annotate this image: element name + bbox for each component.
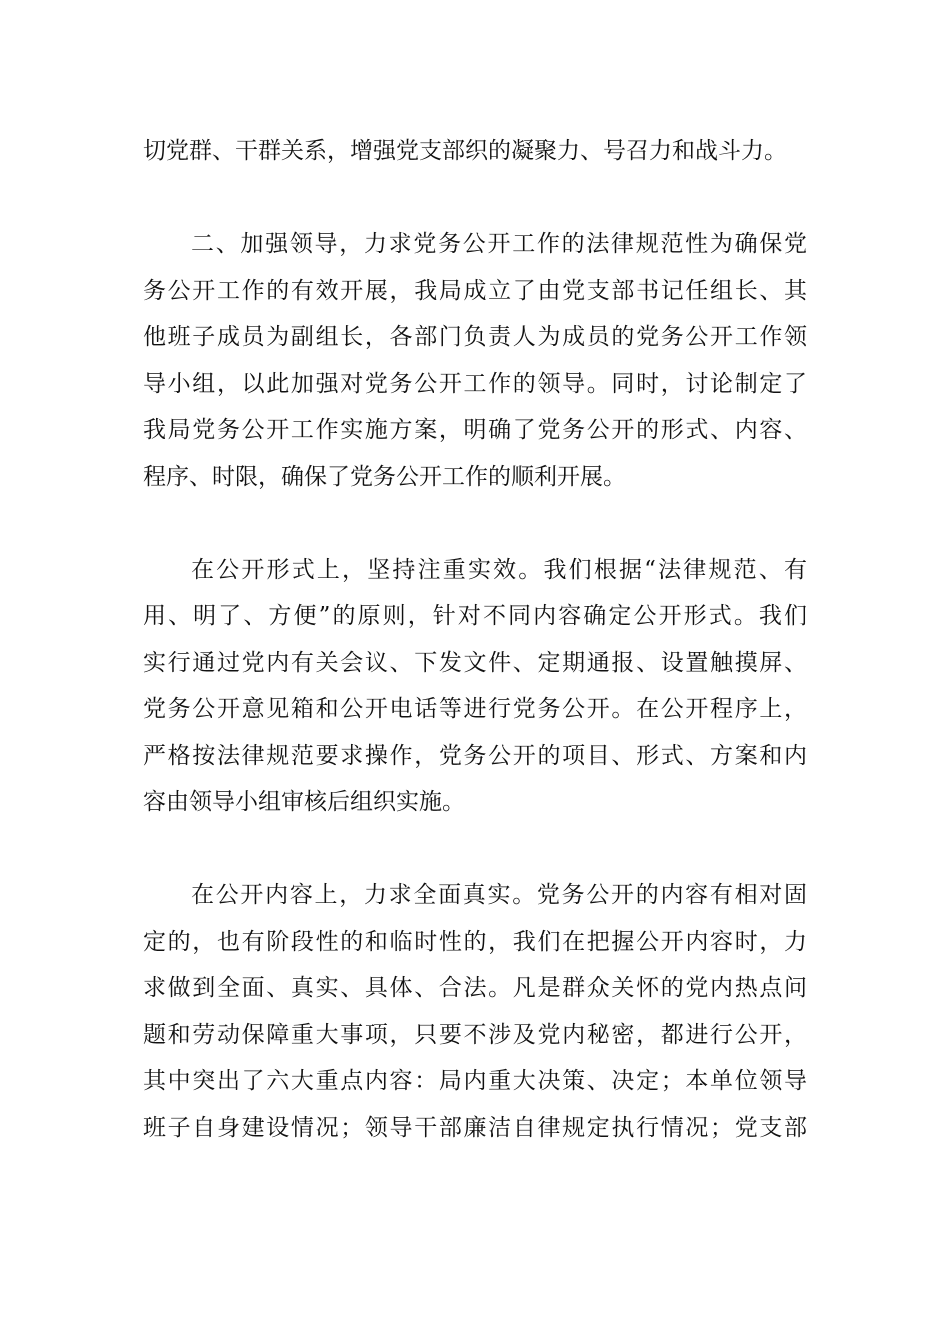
text-line: 求做到全面、真实、具体、合法。凡是群众关怀的党内热点问 — [143, 975, 807, 1001]
paragraph-disclosure-content — [143, 872, 807, 1151]
paragraph-leadership — [143, 221, 807, 500]
text-line: 班子自身建设情况；领导干部廉洁自律规定执行情况；党支部 — [143, 1114, 807, 1141]
text-line: 导小组，以此加强对党务公开工作的领导。同时，讨论制定了 — [143, 370, 807, 397]
text-line: 严格按法律规范要求操作，党务公开的项目、形式、方案和内 — [143, 742, 807, 769]
text-line: 题和劳动保障重大事项，只要不涉及党内秘密，都进行公开， — [143, 1021, 807, 1048]
paragraph-gap — [143, 826, 807, 873]
text-line: 二、加强领导，力求党务公开工作的法律规范性为确保党 — [191, 231, 807, 257]
text-line: 在公开形式上，坚持注重实效。我们根据“法律规范、有 — [191, 556, 807, 583]
paragraph-continuation — [143, 128, 807, 175]
text-line: 务公开工作的有效开展，我局成立了由党支部书记任组长、其 — [143, 277, 807, 304]
text-line: 我局党务公开工作实施方案，明确了党务公开的形式、内容、 — [143, 417, 807, 443]
paragraph-disclosure-form — [143, 547, 807, 826]
document-body — [143, 128, 807, 1151]
paragraph-gap — [143, 175, 807, 222]
text-line: 他班子成员为副组长，各部门负责人为成员的党务公开工作领 — [143, 324, 807, 350]
text-line: 用、明了、方便”的原则，针对不同内容确定公开形式。我们 — [143, 603, 807, 629]
paragraph-gap — [143, 500, 807, 547]
text-line: 切党群、干群关系，增强党支部织的凝聚力、号召力和战斗力。 — [143, 138, 787, 164]
text-line: 党务公开意见箱和公开电话等进行党务公开。在公开程序上， — [143, 696, 807, 722]
text-line: 其中突出了六大重点内容：局内重大决策、决定；本单位领导 — [143, 1068, 807, 1094]
text-line: 实行通过党内有关会议、下发文件、定期通报、设置触摸屏、 — [143, 649, 807, 676]
text-line: 容由领导小组审核后组织实施。 — [143, 789, 465, 815]
text-line: 程序、时限，确保了党务公开工作的顺利开展。 — [143, 463, 626, 490]
text-line: 在公开内容上，力求全面真实。党务公开的内容有相对固 — [191, 882, 807, 908]
text-line: 定的，也有阶段性的和临时性的，我们在把握公开内容时，力 — [143, 928, 807, 955]
